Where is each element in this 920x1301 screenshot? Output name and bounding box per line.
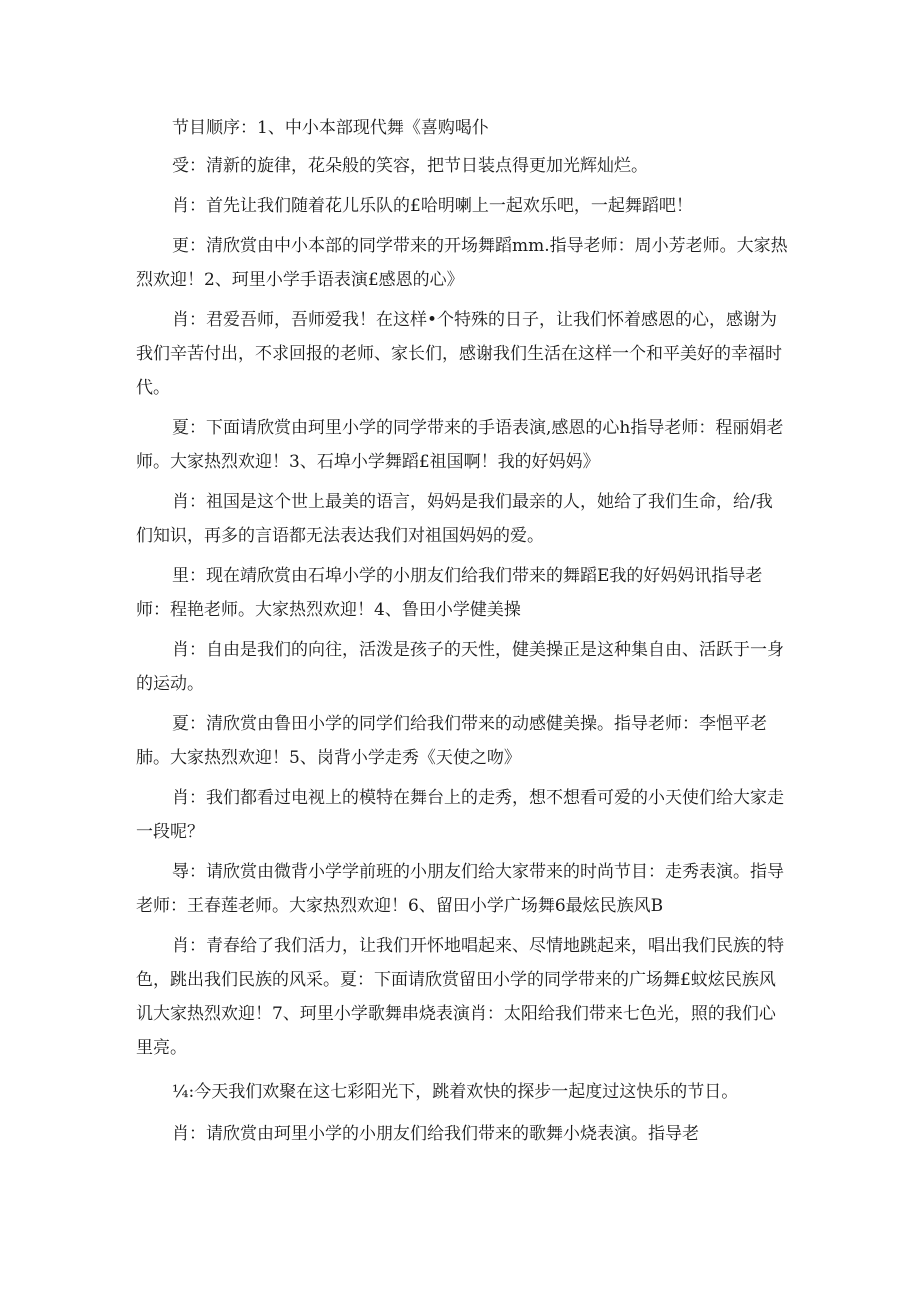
paragraph: 夏：清欣赏由鲁田小学的同学们给我们带来的动感健美操。指导老师：李悒平老肺。大家热烈欢迎！5、岗背小学走秀《天使之吻》 <box>136 714 767 768</box>
paragraph: 肖：君爱吾师，吾师爱我！在这样•个特殊的日子，让我们怀着感恩的心，感谢为我们辛苦付出，不求回报的老师、家长们，感谢我们生活在这样一个和平美好的幸福时代。 <box>136 310 782 398</box>
paragraph: 肖：青春给了我们活力，让我们开怀地唱起来、尽情地跳起来，唱出我们民族的特色，跳出我们民族的风采。夏：下面请欣赏留田小学的同学带来的广场舞£蚊炫民族风讥大家热烈欢迎！7、珂里小学歌舞串烧表演肖：太阳给我们带来七色光，照的我们心里亮。 <box>136 936 784 1058</box>
paragraph: 夏：下面请欣赏由珂里小学的同学带来的手语表演,感恩的心h指导老师：程丽娟老师。大家热烈欢迎！3、石埠小学舞蹈£祖国啊！我的好妈妈》 <box>136 418 784 472</box>
document-body <box>136 111 788 1157</box>
paragraph: ¼:今天我们欢聚在这七彩阳光下，跳着欢快的探步一起度过这快乐的节日。 <box>172 1082 739 1102</box>
paragraph: 䙷：请欣赏由微背小学学前班的小朋友们给大家带来的时尚节目：走秀表演。指导老师：王春莲老师。大家热烈欢迎！6、留田小学广场舞6最炫民族风B <box>136 862 784 916</box>
paragraph: 受：清新的旋律，花朵般的笑容，把节日装点得更加光辉灿烂。 <box>172 156 648 176</box>
paragraph: 肖：首先让我们随着花儿乐队的£哈明喇上一起欢乐吧，一起舞蹈吧！ <box>172 196 693 216</box>
paragraph-program-order: 节目顺序：1、中小本部现代舞《喜购喝仆 <box>172 118 489 138</box>
paragraph: 肖：我们都看过电视上的模特在舞台上的走秀，想不想看可爱的小天使们给大家走一段呢？ <box>136 788 784 842</box>
paragraph: 更：清欣赏由中小本部的同学带来的开场舞蹈mm.指导老师：周小芳老师。大家热烈欢迎！2、珂里小学手语表演£感恩的心》 <box>136 236 788 290</box>
paragraph: 肖：请欣赏由珂里小学的小朋友们给我们带来的歌舞小烧表演。指导老 <box>172 1124 699 1144</box>
paragraph: 肖：自由是我们的向往，活泼是孩子的天性，健美操正是这种集自由、活跃于一身的运动。 <box>136 640 784 694</box>
paragraph: 肖：祖国是这个世上最美的语言，妈妈是我们最亲的人，她给了我们生命，给/我们知识，再多的言语都无法表达我们对祖国妈妈的爱。 <box>136 492 773 546</box>
paragraph: 里：现在靖欣赏由石埠小学的小朋友们给我们带来的舞蹈E我的好妈妈讯指导老师：程艳老师。大家热烈欢迎！4、鲁田小学健美操 <box>136 566 763 620</box>
